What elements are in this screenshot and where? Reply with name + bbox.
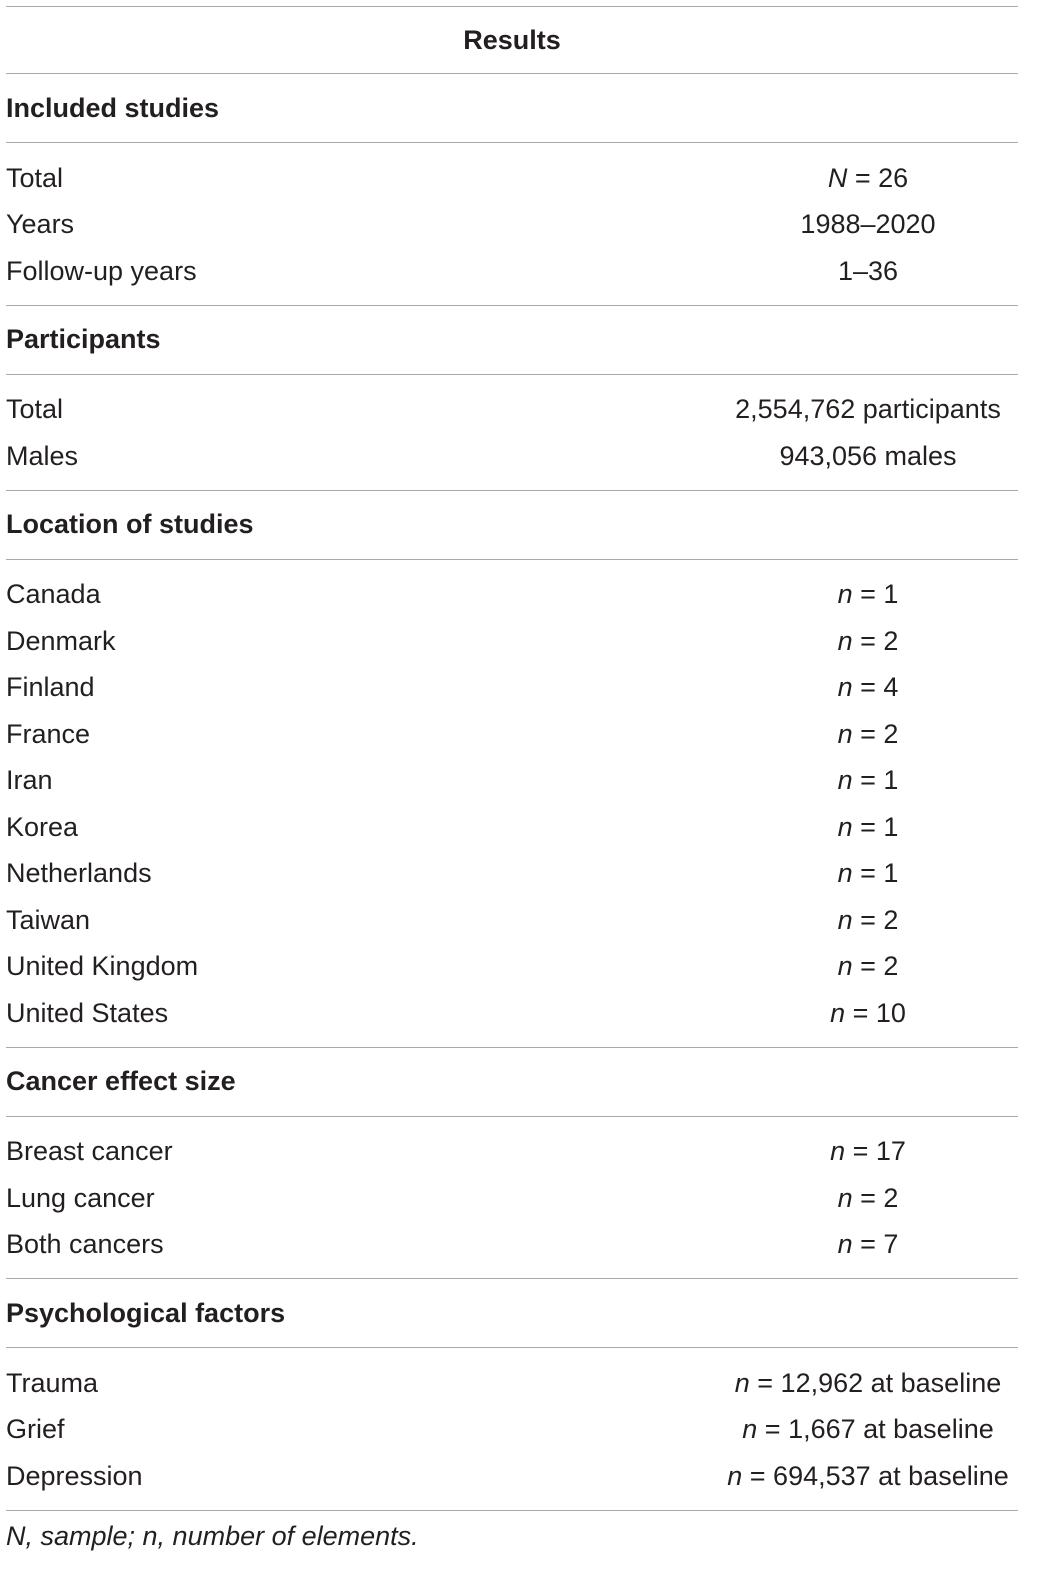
row-label: Males <box>6 440 79 471</box>
row-label: Both cancers <box>6 1229 164 1260</box>
table-row <box>6 1129 1018 1176</box>
section-title: Cancer effect size <box>6 1066 236 1096</box>
table-row <box>6 248 1018 295</box>
table-row <box>6 897 1018 944</box>
section-title: Psychological factors <box>6 1297 286 1328</box>
row-value: n = 1 <box>837 858 899 889</box>
row-value: 1988–2020 <box>800 209 936 240</box>
section-participants <box>6 306 1018 491</box>
section-included-studies <box>6 74 1018 306</box>
row-value: n = 1 <box>837 579 899 610</box>
row-label: Total <box>6 394 64 425</box>
table-row <box>6 202 1018 249</box>
table-row <box>6 711 1018 758</box>
row-label: Grief <box>6 1414 65 1445</box>
table-row <box>6 944 1018 991</box>
row-label: Years <box>6 209 75 240</box>
table-row <box>6 1360 1018 1407</box>
section-cancer-effect-size <box>6 1048 1018 1280</box>
row-value: n = 10 <box>830 997 906 1028</box>
table-row <box>6 387 1018 434</box>
table-row <box>6 804 1018 851</box>
table-header: Results <box>463 24 561 55</box>
row-value: 1–36 <box>837 255 899 286</box>
table-row <box>6 1407 1018 1454</box>
row-value: n = 1 <box>837 765 899 796</box>
row-label: Trauma <box>6 1367 99 1398</box>
table-row <box>6 1175 1018 1222</box>
table-row <box>6 618 1018 665</box>
row-value: n = 2 <box>837 625 899 656</box>
section-title: Location of studies <box>6 509 254 539</box>
row-value: n = 2 <box>837 718 899 749</box>
table-footnote: N, sample; n, number of elements. <box>6 1520 419 1551</box>
row-value: n = 4 <box>837 672 899 703</box>
section-location-of-studies <box>6 491 1018 1048</box>
row-label: Depression <box>6 1460 143 1491</box>
results-table <box>6 6 1018 1552</box>
table-row <box>6 665 1018 712</box>
row-value: n = 1 <box>837 811 899 842</box>
row-label: France <box>6 718 91 749</box>
row-label: Lung cancer <box>6 1182 155 1213</box>
row-label: Total <box>6 162 64 193</box>
row-value: N = 26 <box>827 162 909 193</box>
row-value: n = 2 <box>837 904 899 935</box>
table-row <box>6 155 1018 202</box>
row-value: 2,554,762 participants <box>735 394 1001 425</box>
table-row <box>6 572 1018 619</box>
row-value: n = 2 <box>837 1182 899 1213</box>
row-value: n = 2 <box>837 951 899 982</box>
table-row <box>6 1453 1018 1500</box>
row-label: United Kingdom <box>6 951 199 982</box>
section-title: Participants <box>6 324 161 354</box>
table-row <box>6 851 1018 898</box>
row-label: United States <box>6 997 169 1028</box>
row-value: n = 694,537 at baseline <box>727 1460 1009 1491</box>
table-row <box>6 758 1018 805</box>
row-value: n = 12,962 at baseline <box>734 1367 1002 1398</box>
row-label: Netherlands <box>6 858 152 889</box>
row-label: Canada <box>6 579 101 610</box>
row-label: Breast cancer <box>6 1136 173 1167</box>
section-psychological-factors <box>6 1279 1018 1511</box>
row-value: n = 1,667 at baseline <box>742 1414 994 1445</box>
row-label: Follow-up years <box>6 255 197 286</box>
table-row <box>6 433 1018 480</box>
row-value: n = 7 <box>837 1229 899 1260</box>
row-value: n = 17 <box>830 1136 906 1167</box>
row-label: Denmark <box>6 625 116 656</box>
section-title: Included studies <box>6 92 220 123</box>
table-row <box>6 990 1018 1037</box>
table-row <box>6 1222 1018 1269</box>
row-label: Finland <box>6 672 95 703</box>
row-label: Korea <box>6 811 79 842</box>
row-value: 943,056 males <box>779 440 957 471</box>
row-label: Iran <box>6 765 53 796</box>
row-label: Taiwan <box>6 904 91 935</box>
